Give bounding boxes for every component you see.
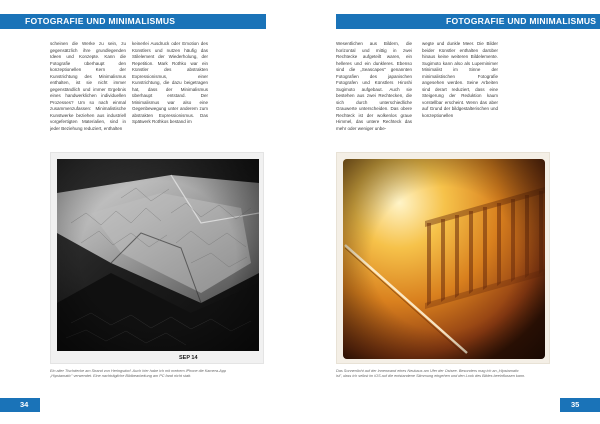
photo-sunlit-wall bbox=[336, 152, 550, 364]
chapter-header-right bbox=[336, 14, 600, 29]
left-page-column-1: scheinen die Werke zu sein, zu gegensätzlich ihre grundlegenden Ideen und Konzepte. Kann die Fotografie überhaupt den konzeptionellen Kern der Kunstrichtung des Minimalismus enthalten, ist sie nicht immer gegenständlich und immer Ergebnis eines handwerklichen individuellen Prozesses? Um so nach einmal zusammenzufassen: Minimalistische Kunstwerke beziehen aus industriell vorgefertigten Materialien, sind in jeder Beziehung reduziert, enthalten bbox=[50, 41, 126, 131]
page-number-left bbox=[0, 398, 40, 412]
caption-line: Ein alter Tischdecke am Strand von Heringsdorf. Auch hier habe ich mit meinem iPhone die Kamera-App bbox=[50, 369, 227, 373]
page-number-right-label: 35 bbox=[571, 400, 580, 409]
photo-tablecloth-image bbox=[51, 153, 265, 365]
photo-caption-left bbox=[50, 369, 264, 379]
photo-date-stamp: SEP 14 bbox=[179, 355, 198, 361]
caption-line: ist", dass ich selbst im iOS auf die entstandene Stimmung eingehen und den Look des Bildes beeinflussen kann. bbox=[336, 374, 526, 379]
caption-line: „Hipstamatic" verwendet. Eine nachträgliche Bildbearbeitung am PC fand nicht statt. bbox=[50, 374, 192, 379]
chapter-title-left: FOTOGRAFIE UND MINIMALISMUS bbox=[25, 16, 176, 26]
photo-sunlit-wall-image bbox=[337, 153, 551, 365]
right-page-column-1: Wesentlichen aus Bildern, die horizontal und mittig in zwei Rechtecke aufgeteilt waren, ein helleres und ein dunkleres. Ebenso sind die „Seascapes" genannten Fotografien des japanischen Fotografen und Künstlers Hiroshi Sugimoto aufgebaut. Auch sie bestehen aus zwei Rechtecken, die sich durch unterschiedliche Grauwerte unterscheiden. Das obere Rechteck ist der wolkenlos graue Himmel, das untere Rechteck das mehr oder weniger unbe- bbox=[336, 41, 412, 131]
page-number-left-label: 34 bbox=[20, 400, 29, 409]
chapter-title-right: FOTOGRAFIE UND MINIMALISMUS bbox=[446, 16, 597, 26]
right-page-column-2: wegte und dunkle Meer. Die Bilder beider Künstler enthalten darüber hinaus keine weiteren Bildelemente. Sugimoto kann also als Lupeminimer Minimalist im Sinne der minimalistischen Fotografie angesehen werden. Seine Arbeiten sind derart reduziert, dass eine Steigerung der Reduktion kaum vorstellbar erscheint. Wenn das aber auf Grund der bildgestalterischen und konzeptionellen bbox=[422, 41, 498, 118]
page-number-right bbox=[560, 398, 600, 412]
left-page-column-2: keinerlei Ausdruck oder Emotion des Künstlers und nutzen häufig das Stilelement der Wiederholung, der Repetition. Mark Rothko war ein Künstler des abstrakten Expressionismus, einer Kunstrichtung, die dazu beigetragen hat, dass der Minimalismus überhaupt entstand. Der Minimalismus war also eine Gegenbewegung unter anderem zum abstrakten Expressionismus. Das Spätwerk Rothkos bestand im bbox=[132, 41, 208, 124]
chapter-header-left bbox=[0, 14, 266, 29]
caption-line: Das Sonnenlicht auf der Innenwand eines Neubaus am Ufer der Ostsee. Besonders mag ich an „Hipstamatic bbox=[336, 369, 519, 373]
photo-caption-right bbox=[336, 369, 550, 379]
photo-tablecloth bbox=[50, 152, 264, 364]
